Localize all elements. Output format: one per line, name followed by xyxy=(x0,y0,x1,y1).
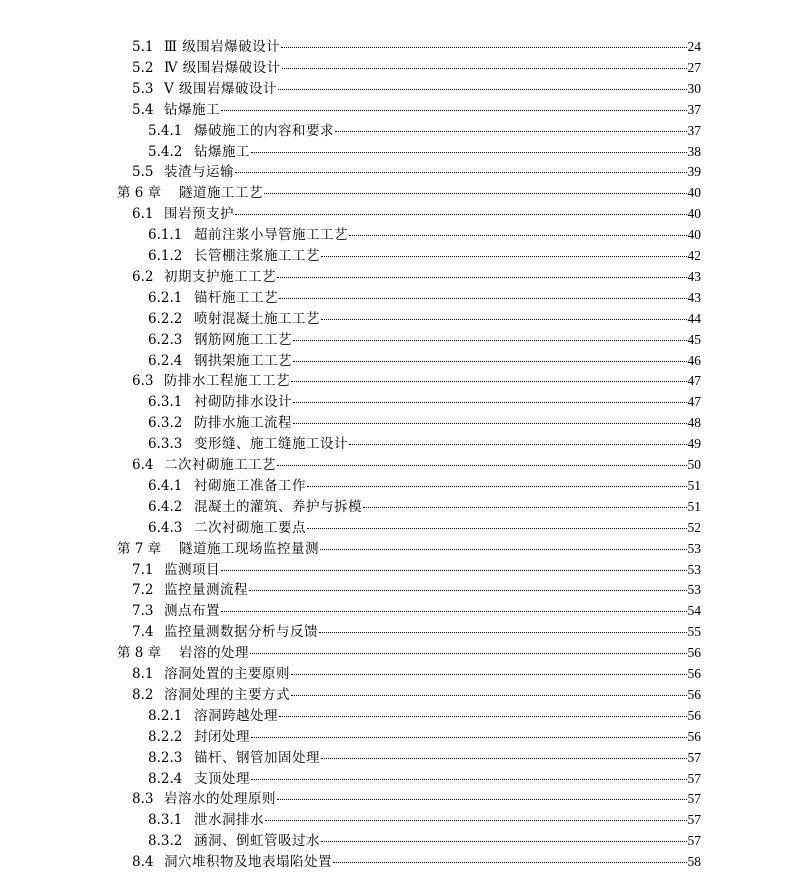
toc-entry-title: 喷射混凝土施工工艺 xyxy=(194,310,320,327)
toc-entry[interactable] xyxy=(132,37,701,58)
toc-entry-page: 56 xyxy=(687,707,701,723)
toc-entry[interactable] xyxy=(148,476,701,497)
toc-entry-number: 8.3.1 xyxy=(148,812,183,829)
dot-leader xyxy=(349,235,687,236)
toc-entry[interactable] xyxy=(148,225,701,246)
toc-entry-title: Ⅳ 级围岩爆破设计 xyxy=(164,59,281,76)
toc-entry-title: 围岩预支护 xyxy=(164,206,234,223)
toc-entry-number: 7.3 xyxy=(132,603,154,620)
dot-leader xyxy=(221,611,687,612)
toc-entry[interactable] xyxy=(132,455,701,476)
toc-entry[interactable] xyxy=(132,79,701,100)
toc-entry-title: 隧道施工工艺 xyxy=(179,185,263,202)
toc-entry-page: 57 xyxy=(687,749,701,765)
toc-entry-page: 55 xyxy=(687,624,701,640)
toc-entry-number: 6.2.1 xyxy=(148,289,183,306)
toc-entry-page: 40 xyxy=(687,227,701,243)
toc-entry-number: 6.1.1 xyxy=(148,227,183,244)
toc-entry-number: 5.4.2 xyxy=(148,143,183,160)
toc-entry[interactable] xyxy=(132,622,701,643)
toc-entry-title: 防排水施工流程 xyxy=(194,415,292,432)
dot-leader xyxy=(363,507,687,508)
toc-entry-number: 8.3.2 xyxy=(148,833,183,850)
dot-leader xyxy=(321,319,687,320)
dot-leader xyxy=(307,528,687,529)
toc-entry-title: 钢拱架施工工艺 xyxy=(194,352,292,369)
toc-entry-page: 57 xyxy=(687,770,701,786)
dot-leader xyxy=(251,152,687,153)
toc-entry[interactable] xyxy=(148,706,701,727)
toc-entry-number: 7.2 xyxy=(132,582,154,599)
dot-leader xyxy=(349,444,687,445)
toc-entry-number: 5.1 xyxy=(132,39,154,55)
toc-entry-title: 变形缝、施工缝施工设计 xyxy=(194,436,348,453)
toc-entry-page: 56 xyxy=(687,728,701,744)
toc-entry-page: 53 xyxy=(687,582,701,598)
toc-entry[interactable] xyxy=(148,497,701,518)
toc-entry-page: 52 xyxy=(687,519,701,535)
toc-entry-page: 46 xyxy=(687,352,701,368)
toc-entry-number: 6.3.3 xyxy=(148,436,183,453)
toc-entry-title: 初期支护施工工艺 xyxy=(164,268,276,285)
toc-entry[interactable] xyxy=(132,560,701,581)
toc-entry-page: 58 xyxy=(687,854,701,870)
toc-entry-number: 6.4.2 xyxy=(148,498,183,515)
toc-entry-number: 7.4 xyxy=(132,624,154,641)
toc-entry-number: 6.2.4 xyxy=(148,352,183,369)
dot-leader xyxy=(235,214,687,215)
toc-entry-title: 支顶处理 xyxy=(194,770,250,787)
toc-entry-number: 8.3 xyxy=(132,791,154,808)
toc-entry-number: 6.3.2 xyxy=(148,415,183,432)
toc-entry[interactable] xyxy=(148,831,701,852)
toc-entry-number: 6.2.3 xyxy=(148,331,183,348)
toc-entry-number: 5.2 xyxy=(132,59,154,76)
toc-entry-title: 二次衬砌施工工艺 xyxy=(164,457,276,473)
dot-leader xyxy=(282,68,687,69)
dot-leader xyxy=(249,590,687,591)
toc-entry[interactable] xyxy=(148,351,701,372)
toc-entry[interactable] xyxy=(132,162,701,183)
dot-leader xyxy=(265,820,687,821)
toc-entry[interactable] xyxy=(148,392,701,413)
toc-entry[interactable] xyxy=(132,601,701,622)
dot-leader xyxy=(235,172,687,173)
toc-entry-page: 57 xyxy=(687,812,701,828)
dot-leader xyxy=(291,381,687,382)
toc-entry-page: 40 xyxy=(687,206,701,222)
toc-entry[interactable] xyxy=(148,518,701,539)
dot-leader xyxy=(319,632,687,633)
toc-entry-number: 8.2 xyxy=(132,686,154,703)
toc-entry-title: 监控量测数据分析与反馈 xyxy=(164,624,318,641)
toc-entry-page: 40 xyxy=(687,185,701,201)
dot-leader xyxy=(293,340,687,341)
toc-entry-number: 7.1 xyxy=(132,561,154,578)
toc-entry-page: 47 xyxy=(687,394,701,410)
toc-entry-title: 隧道施工现场监控量测 xyxy=(179,540,319,557)
toc-entry[interactable] xyxy=(148,434,701,455)
toc-entry-number: 8.2.1 xyxy=(148,707,183,724)
dot-leader xyxy=(307,486,687,487)
toc-entry-page: 38 xyxy=(687,143,701,159)
toc-entry[interactable] xyxy=(148,769,701,790)
toc-entry-number: 5.5 xyxy=(132,164,154,181)
toc-entry-page: 49 xyxy=(687,436,701,452)
toc-entry-title: 长管棚注浆施工工艺 xyxy=(194,248,320,264)
toc-entry[interactable] xyxy=(148,142,701,163)
dot-leader xyxy=(281,47,686,48)
toc-entry-title: 涵洞、倒虹管吸过水 xyxy=(194,833,320,850)
toc-entry[interactable] xyxy=(148,330,701,351)
toc-entry-title: 钻爆施工 xyxy=(164,101,220,118)
toc-entry-title: 岩溶的处理 xyxy=(179,645,249,662)
toc-entry[interactable] xyxy=(148,309,701,330)
toc-entry[interactable] xyxy=(117,643,701,664)
toc-entry[interactable] xyxy=(148,288,701,309)
dot-leader xyxy=(320,549,687,550)
toc-entry-title: 洞穴堆积物及地表塌陷处置 xyxy=(164,854,332,871)
dot-leader xyxy=(293,423,687,424)
dot-leader xyxy=(277,277,687,278)
toc-entry-title: 锚杆、钢管加固处理 xyxy=(194,749,320,766)
dot-leader xyxy=(293,402,687,403)
dot-leader xyxy=(279,298,687,299)
toc-entry-title: 钢筋网施工工艺 xyxy=(194,331,292,348)
toc-entry-number: 6.2 xyxy=(132,268,154,285)
toc-entry-title: 爆破施工的内容和要求 xyxy=(194,122,334,139)
toc-entry[interactable] xyxy=(132,100,701,121)
toc-entry-page: 39 xyxy=(687,164,701,180)
dot-leader xyxy=(221,110,687,111)
toc-entry[interactable] xyxy=(117,539,701,560)
toc-entry-title: 二次衬砌施工要点 xyxy=(194,519,306,536)
toc-entry-title: 溶洞跨越处理 xyxy=(194,707,278,724)
dot-leader xyxy=(291,695,687,696)
toc-entry-title: 衬砌防排水设计 xyxy=(194,394,292,411)
toc-entry-number: 6.2.2 xyxy=(148,310,183,327)
toc-entry[interactable] xyxy=(132,371,701,392)
dot-leader xyxy=(264,193,687,194)
toc-entry[interactable] xyxy=(148,748,701,769)
toc-entry-title: 溶洞处置的主要原则 xyxy=(164,666,290,682)
toc-entry-page: 57 xyxy=(687,833,701,849)
toc-entry-page: 51 xyxy=(687,477,701,493)
toc-entry-page: 51 xyxy=(687,498,701,514)
toc-entry[interactable] xyxy=(148,121,701,142)
toc-entry-page: 48 xyxy=(687,415,701,431)
toc-entry-number: 6.3.1 xyxy=(148,394,183,411)
toc-entry-number: 8.2.4 xyxy=(148,770,183,787)
dot-leader xyxy=(321,256,687,257)
toc-entry-number: 第 6 章 xyxy=(117,185,162,202)
toc-entry-number: 5.3 xyxy=(132,80,154,97)
toc-entry-title: 超前注浆小导管施工工艺 xyxy=(194,227,348,244)
toc-entry-page: 53 xyxy=(687,561,701,577)
toc-entry[interactable] xyxy=(148,810,701,831)
toc-entry-page: 43 xyxy=(687,268,701,284)
dot-leader xyxy=(293,361,687,362)
toc-entry-number: 5.4 xyxy=(132,101,154,118)
toc-entry-page: 57 xyxy=(687,791,701,807)
toc-entry-page: 56 xyxy=(687,666,701,681)
toc-entry-title: 封闭处理 xyxy=(194,728,250,745)
toc-entry-page: 44 xyxy=(687,310,701,326)
toc-entry[interactable] xyxy=(132,204,701,225)
toc-entry-number: 6.1.2 xyxy=(148,248,183,264)
toc-entry[interactable] xyxy=(132,58,701,79)
toc-entry-title: 混凝土的灌筑、养护与拆模 xyxy=(194,498,362,515)
toc-entry[interactable] xyxy=(117,183,701,204)
dot-leader xyxy=(279,716,687,717)
toc-entry-page: 42 xyxy=(687,248,701,263)
toc-entry-number: 6.4.1 xyxy=(148,477,183,494)
toc-entry-number: 6.4 xyxy=(132,457,154,473)
toc-entry-title: 监控量测流程 xyxy=(164,582,248,599)
toc-entry-title: 泄水洞排水 xyxy=(194,812,264,829)
dot-leader xyxy=(277,465,687,466)
dot-leader xyxy=(278,89,686,90)
toc-entry-title: 装渣与运输 xyxy=(164,164,234,181)
toc-entry-title: 测点布置 xyxy=(164,603,220,620)
toc-entry-number: 5.4.1 xyxy=(148,122,183,139)
toc-entry-page: 50 xyxy=(687,457,701,472)
toc-entry-title: Ⅲ 级围岩爆破设计 xyxy=(164,39,281,55)
toc-entry-title: 监测项目 xyxy=(164,561,220,578)
toc-entry-page: 56 xyxy=(687,645,701,661)
toc-entry-number: 第 8 章 xyxy=(117,645,162,662)
toc-entry-title: Ⅴ 级围岩爆破设计 xyxy=(164,80,278,97)
toc-entry-page: 37 xyxy=(687,101,701,117)
toc-entry-title: 溶洞处理的主要方式 xyxy=(164,686,290,703)
toc-entry-title: 钻爆施工 xyxy=(194,143,250,160)
dot-leader xyxy=(250,653,687,654)
toc-entry-title: 防排水工程施工工艺 xyxy=(164,373,290,390)
toc-entry-title: 锚杆施工工艺 xyxy=(194,289,278,306)
toc-entry-page: 56 xyxy=(687,686,701,702)
dot-leader xyxy=(335,131,687,132)
toc-entry-page: 30 xyxy=(687,80,701,96)
toc-entry[interactable] xyxy=(148,413,701,434)
toc-entry-page: 27 xyxy=(687,59,701,75)
toc-entry-page: 47 xyxy=(687,373,701,389)
dot-leader xyxy=(221,570,687,571)
toc-entry-number: 8.2.2 xyxy=(148,728,183,745)
toc-entry-page: 43 xyxy=(687,289,701,305)
toc-entry[interactable] xyxy=(132,789,701,810)
dot-leader xyxy=(321,841,687,842)
dot-leader xyxy=(291,674,687,675)
toc-entry-number: 8.4 xyxy=(132,854,154,871)
toc-entry[interactable] xyxy=(132,580,701,601)
toc-entry-number: 8.2.3 xyxy=(148,749,183,766)
toc-entry-number: 6.1 xyxy=(132,206,154,223)
toc-entry-title: 衬砌施工准备工作 xyxy=(194,477,306,494)
toc-entry-page: 54 xyxy=(687,603,701,619)
dot-leader xyxy=(251,737,687,738)
toc-entry[interactable] xyxy=(132,685,701,706)
dot-leader xyxy=(321,758,687,759)
toc-entry-page: 45 xyxy=(687,331,701,347)
toc-entry-number: 6.4.3 xyxy=(148,519,183,536)
toc-entry-page: 53 xyxy=(687,540,701,556)
toc-entry[interactable] xyxy=(148,246,701,267)
toc-entry[interactable] xyxy=(148,727,701,748)
toc-entry-number: 8.1 xyxy=(132,666,154,682)
toc-entry-title: 岩溶水的处理原则 xyxy=(164,791,276,808)
toc-entry[interactable] xyxy=(132,664,701,685)
toc-entry-page: 37 xyxy=(687,122,701,138)
toc-entry[interactable] xyxy=(132,267,701,288)
dot-leader xyxy=(277,799,687,800)
toc-entry-page: 24 xyxy=(687,39,701,54)
toc-entry-number: 第 7 章 xyxy=(117,540,162,557)
toc-entry-number: 6.3 xyxy=(132,373,154,390)
dot-leader xyxy=(333,862,687,863)
dot-leader xyxy=(251,779,687,780)
